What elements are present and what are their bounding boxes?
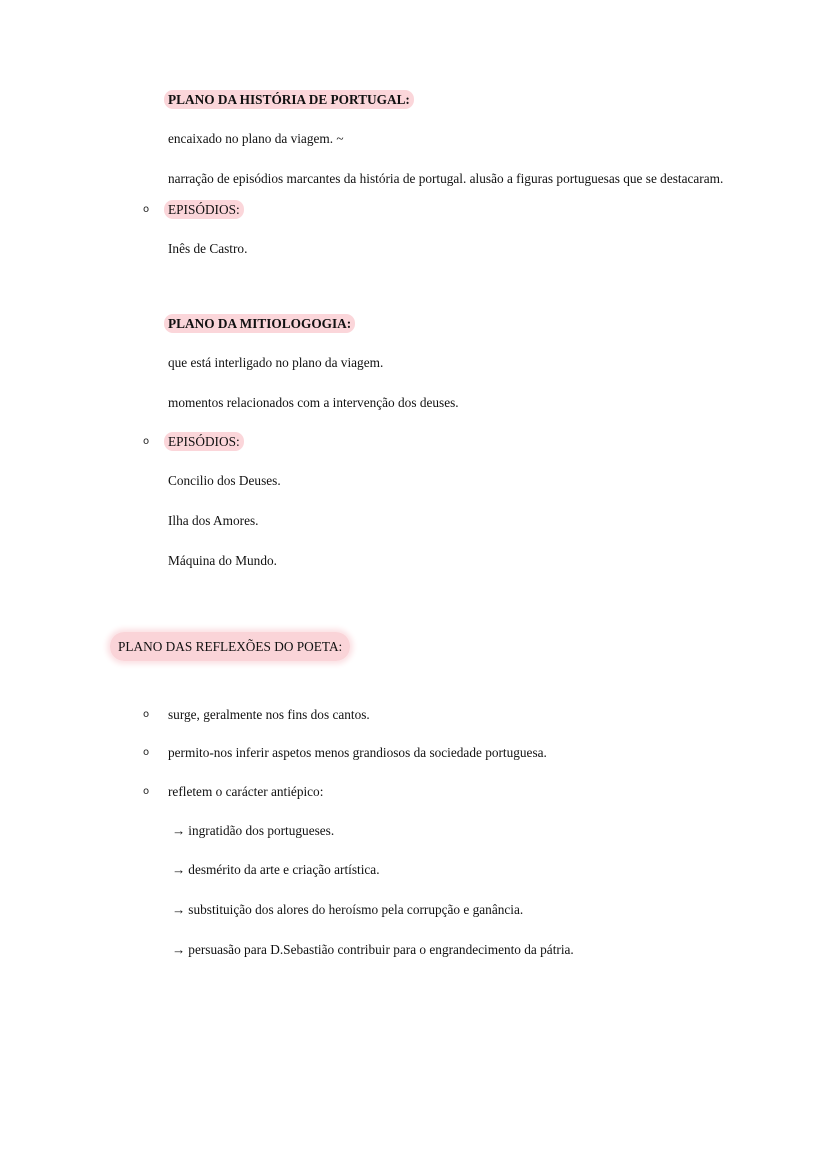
highlighted-label: EPISÓDIOS: [164,200,244,219]
sub-item-text: ingratidão dos portugueses. [188,823,335,838]
sub-item-text: desmérito da arte e criação artística. [188,862,380,877]
bullet-item: refletem o carácter antiépico: [168,784,324,799]
episodes-label [168,433,244,451]
arrow-right-icon: → [172,942,186,957]
bullet-icon: o [143,204,150,215]
bullet-icon: o [143,436,150,447]
arrow-right-icon: → [172,823,186,838]
episode-item: Inês de Castro. [168,241,248,256]
sub-item [172,822,334,840]
sub-item [172,941,574,959]
highlighted-heading: PLANO DA HISTÓRIA DE PORTUGAL: [164,90,414,109]
highlighted-heading: PLANO DA MITIOLOGOGIA: [164,314,355,333]
heading-plano-historia [168,91,414,109]
bullet-item: surge, geralmente nos fins dos cantos. [168,707,370,722]
highlighted-label: EPISÓDIOS: [164,432,244,451]
episode-item: Concilio dos Deuses. [168,473,281,488]
heading-plano-reflexoes [118,638,350,656]
arrow-right-icon: → [172,902,186,917]
text-line: encaixado no plano da viagem. ~ [168,131,344,146]
heading-plano-mitologia [168,315,355,333]
bullet-icon: o [143,709,150,720]
episode-item: Máquina do Mundo. [168,553,277,568]
sub-item [172,901,523,919]
sub-item [172,861,380,879]
bullet-icon: o [143,786,150,797]
text-line: que está interligado no plano da viagem. [168,355,384,370]
highlighted-heading: PLANO DAS REFLEXÕES DO POETA: [110,632,350,661]
sub-item-text: substituição dos alores do heroísmo pela corrupção e ganância. [188,902,524,917]
episode-item: Ilha dos Amores. [168,513,259,528]
sub-item-text: persuasão para D.Sebastião contribuir para o engrandecimento da pátria. [188,942,574,957]
episodes-label [168,201,244,219]
bullet-item: permito-nos inferir aspetos menos grandiosos da sociedade portuguesa. [168,745,547,760]
text-line: narração de episódios marcantes da história de portugal. alusão a figuras portuguesas que se destacaram. [168,171,724,186]
text-line: momentos relacionados com a intervenção dos deuses. [168,395,459,410]
bullet-icon: o [143,747,150,758]
arrow-right-icon: → [172,862,186,877]
